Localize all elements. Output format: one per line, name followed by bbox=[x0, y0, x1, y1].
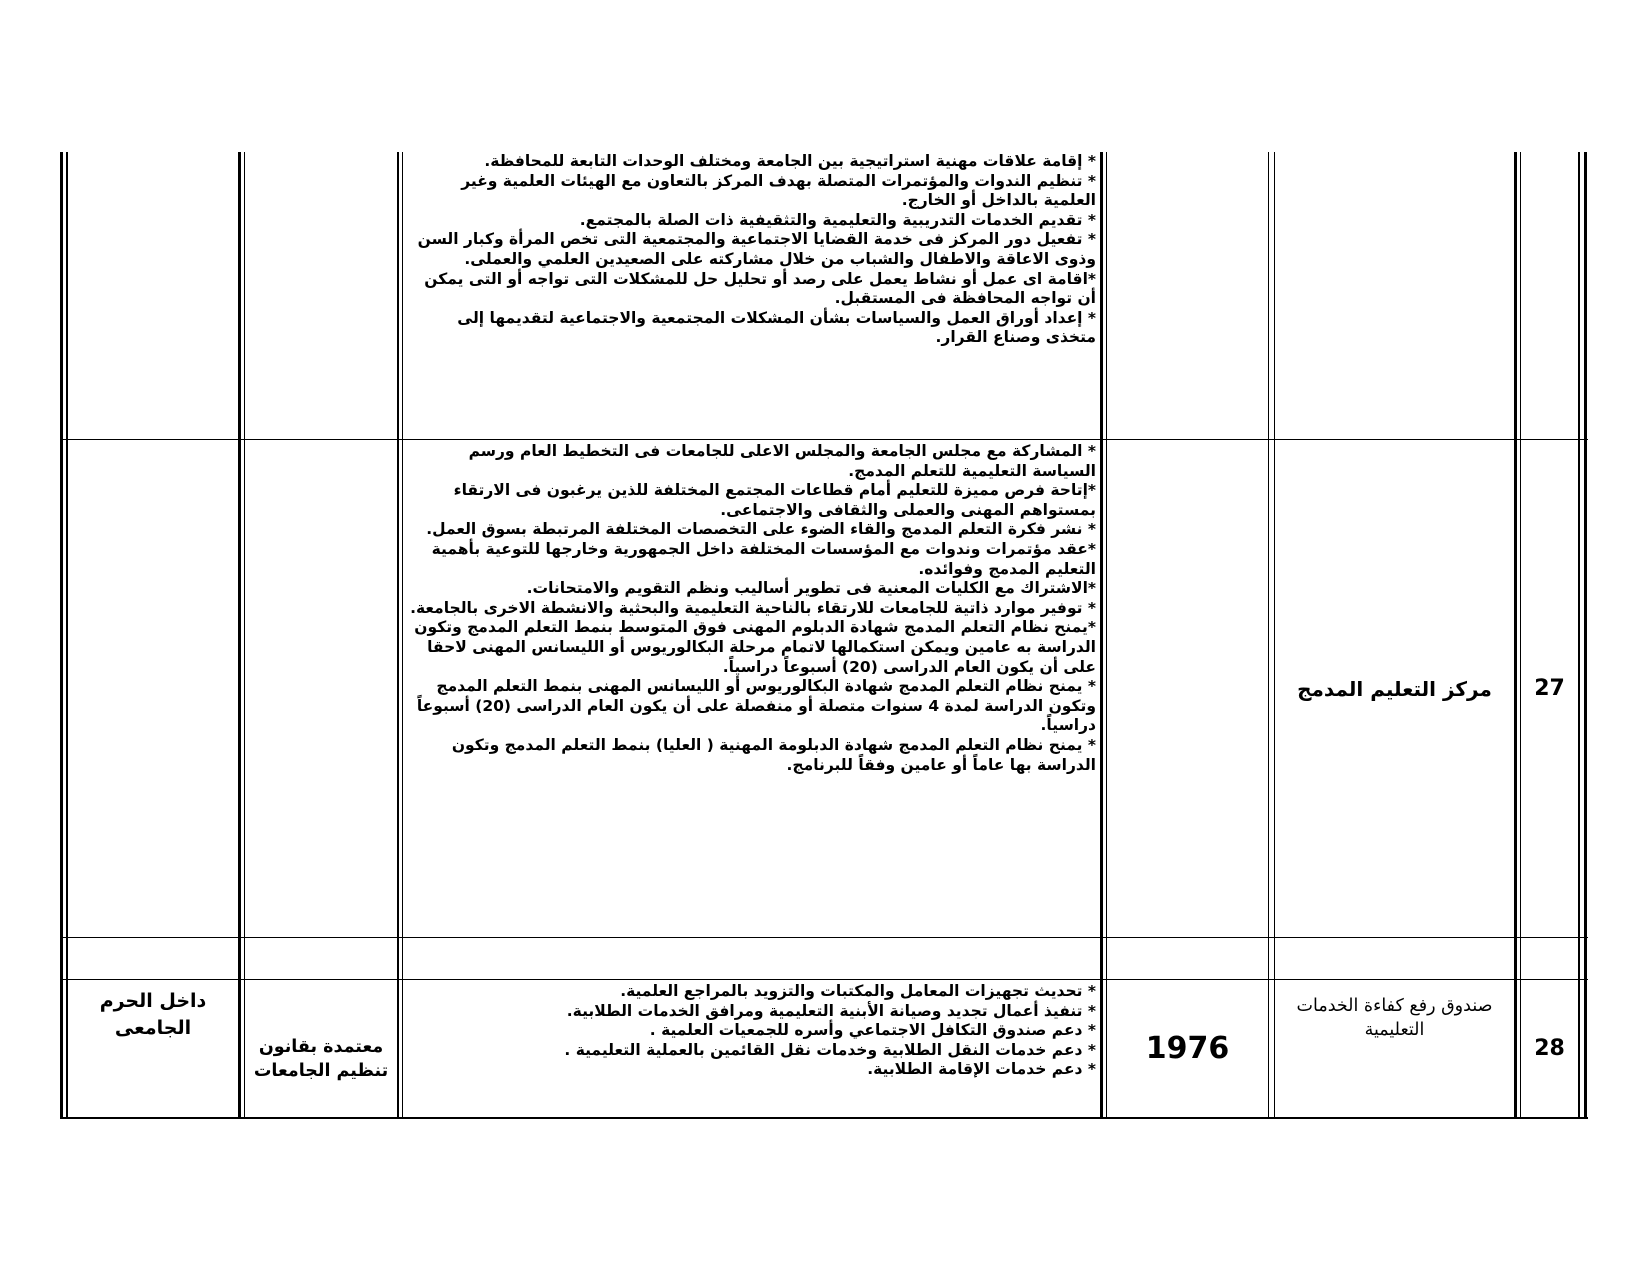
description-item: *إتاحة فرص مميزة للتعليم أمام قطاعات المجتمع المختلفة للذين يرغبون فى الارتقاء بمستواهم المهنى والعملى والثقافى والاجتماعى. bbox=[453, 481, 1096, 519]
description-item: * إقامة علاقات مهنية استراتيجية بين الجامعة ومختلف الوحدات التابعة للمحافظة. bbox=[484, 152, 1096, 170]
table-border-right-outer bbox=[1584, 152, 1587, 1119]
col-divider-name bbox=[1514, 152, 1517, 1119]
col-divider-location-inner bbox=[244, 152, 245, 1119]
col-divider-legal-inner bbox=[402, 152, 403, 1119]
description-item: * نشر فكرة التعلم المدمج والقاء الضوء على التخصصات المختلفة المرتبطة بسوق العمل. bbox=[426, 520, 1096, 539]
col-divider-legal bbox=[397, 152, 399, 1119]
row-number: 28 bbox=[1534, 1036, 1565, 1061]
description-item: * تحديث تجهيزات المعامل والمكتبات والتزويد بالمراجع العلمية. bbox=[620, 982, 1096, 1000]
description-item: * المشاركة مع مجلس الجامعة والمجلس الاعلى للجامعات فى التخطيط العام ورسم السياسة التعليمية للتعلم المدمج. bbox=[468, 442, 1096, 480]
description-item: * إعداد أوراق العمل والسياسات بشأن المشكلات المجتمعية والاجتماعية لتقديمها إلى متخذى وصناع القرار. bbox=[457, 308, 1096, 347]
year-founded: 1976 bbox=[1145, 1031, 1230, 1066]
description-item: * دعم خدمات النقل الطلابية وخدمات نقل القائمين بالعملية التعليمية . bbox=[564, 1040, 1096, 1059]
description-item: * دعم خدمات الإقامة الطلابية. bbox=[867, 1060, 1096, 1079]
location: داخل الحرم الجامعى bbox=[99, 990, 207, 1039]
row-number: 27 bbox=[1534, 676, 1565, 701]
description-item: * تفعيل دور المركز فى خدمة القضايا الاجتماعية والمجتمعية التى تخص المرأة وكبار السن وذوى الاعاقة والاطفال والشباب من خلال مشاركته على الصعيدين العلمي والعملى. bbox=[417, 230, 1096, 268]
description-item: * تقديم الخدمات التدريبية والتعليمية والتثقيفية ذات الصلة بالمجتمع. bbox=[579, 210, 1096, 229]
description-item: *الاشتراك مع الكليات المعنية فى تطوير أساليب ونظم التقويم والامتحانات. bbox=[526, 579, 1096, 598]
row-number-cell bbox=[1521, 440, 1578, 937]
center-name-cell bbox=[1275, 440, 1514, 937]
row-separator bbox=[61, 937, 1588, 938]
description-item: * تنظيم الندوات والمؤتمرات المتصلة بهدف المركز بالتعاون مع الهيئات العلمية وغير العلمية بالداخل أو الخارج. bbox=[461, 171, 1096, 210]
table-border-left-outer bbox=[60, 152, 63, 1119]
center-name-cell bbox=[1275, 980, 1514, 1117]
col-divider-description bbox=[1100, 152, 1103, 1119]
table-row bbox=[408, 982, 1096, 1080]
description-item: * يمنح نظام التعلم المدمج شهادة البكالوريوس أو الليسانس المهنى بنمط التعلم المدمج وتكون الدراسة لمدة 4 سنوات متصلة أو منفصلة على أن يكون العام الدراسى (20) أسبوعاً دراسياً. bbox=[416, 677, 1096, 735]
description-item: *اقامة اى عمل أو نشاط يعمل على رصد أو تحليل حل للمشكلات التى تواجه أو التى يمكن أن تواجه المحافظة فى المستقبل. bbox=[424, 269, 1096, 308]
col-divider-location bbox=[238, 152, 241, 1119]
col-divider-description-inner bbox=[1106, 152, 1107, 1119]
legal-status: معتمدة بقانون تنظيم الجامعات bbox=[253, 1036, 389, 1081]
table-row bbox=[408, 442, 1096, 775]
row-number-cell bbox=[1521, 980, 1578, 1117]
table-row bbox=[408, 152, 1096, 348]
description-item: * تنفيذ أعمال تجديد وصيانة الأبنية التعليمية ومرافق الخدمات الطلابية. bbox=[566, 1001, 1096, 1020]
center-name: صندوق رفع كفاءة الخدمات التعليمية bbox=[1296, 996, 1493, 1040]
description-item: *يمنح نظام التعلم المدمج شهادة الدبلوم المهنى فوق المتوسط بنمط التعلم المدمج وتكون الدراسة به عامين ويمكن استكمالها لاتمام مرحلة البكالوريوس أو الليسانس المهنى لاحقا على أن يكون العام الدراسى (20) أسبوعاً دراسياً. bbox=[414, 618, 1096, 676]
description-item: * دعم صندوق التكافل الاجتماعي وأسره للجمعيات العلمية . bbox=[649, 1021, 1096, 1040]
col-divider-year bbox=[1268, 152, 1269, 1119]
year-cell bbox=[1107, 980, 1268, 1117]
description-item: * يمنح نظام التعلم المدمج شهادة الدبلومة المهنية ( العليا) بنمط التعلم المدمج وتكون الدراسة بها عاماً أو عامين وفقاً للبرنامج. bbox=[451, 735, 1096, 774]
location-cell bbox=[68, 980, 238, 1117]
center-name: مركز التعليم المدمج bbox=[1297, 676, 1492, 701]
description-item: * توفير موارد ذاتية للجامعات للارتقاء بالناحية التعليمية والبحثية والانشطة الاخرى بالجامعة. bbox=[410, 598, 1096, 617]
legal-status-cell bbox=[245, 980, 397, 1117]
description-item: *عقد مؤتمرات وندوات مع المؤسسات المختلفة داخل الجمهورية وخارجها للتوعية بأهمية التعليم المدمج وفوائده. bbox=[431, 539, 1096, 578]
table-bottom-border bbox=[61, 1117, 1588, 1119]
table-border-left-inner bbox=[66, 152, 68, 1119]
table-border-right-inner bbox=[1578, 152, 1580, 1119]
